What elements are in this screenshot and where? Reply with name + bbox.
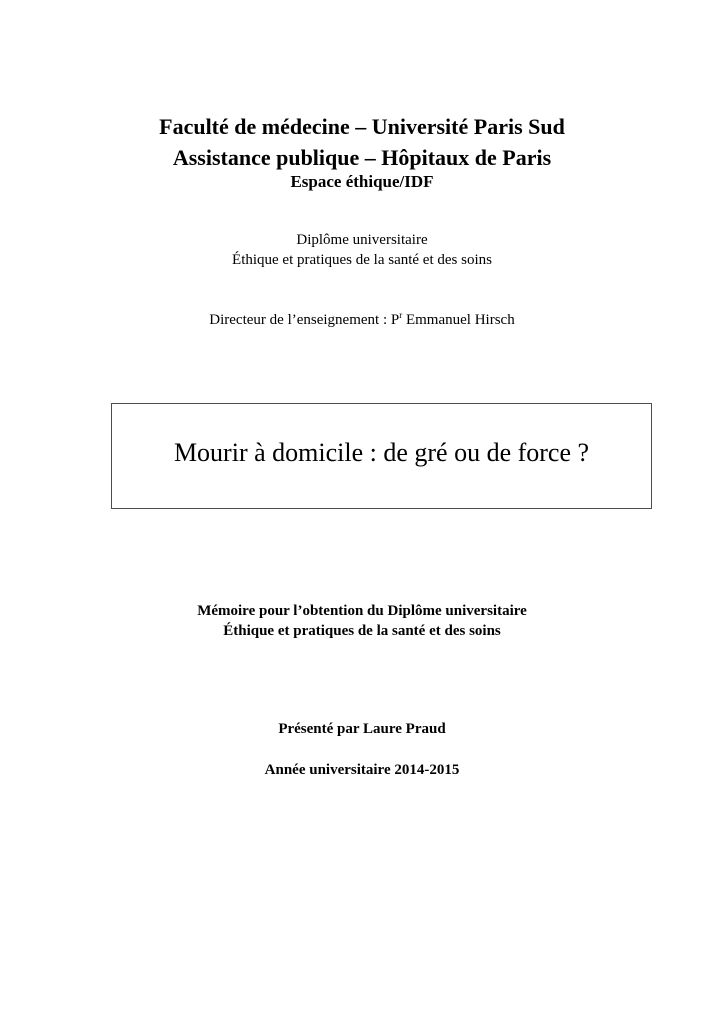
- author-line: Présenté par Laure Praud: [278, 721, 446, 737]
- department-heading: Espace éthique/IDF: [290, 172, 434, 191]
- director-line: [0, 312, 724, 329]
- director-prefix: Directeur de l’enseignement : P: [209, 312, 400, 328]
- academic-year: Année universitaire 2014-2015: [264, 762, 460, 778]
- memoire-purpose: Mémoire pour l’obtention du Diplôme universitaire: [197, 603, 527, 619]
- title-box: [111, 403, 652, 509]
- diploma-name: Éthique et pratiques de la santé et des soins: [232, 252, 492, 268]
- director-title-superscript: r: [399, 310, 403, 320]
- memoire-diploma: Éthique et pratiques de la santé et des soins: [223, 623, 501, 639]
- diploma-type: Diplôme universitaire: [296, 232, 428, 248]
- faculty-heading: Faculté de médecine – Université Paris Sud: [159, 114, 565, 139]
- institution-heading: Assistance publique – Hôpitaux de Paris: [172, 145, 552, 170]
- director-name: Emmanuel Hirsch: [402, 312, 515, 328]
- document-title: Mourir à domicile : de gré ou de force ?: [173, 438, 590, 467]
